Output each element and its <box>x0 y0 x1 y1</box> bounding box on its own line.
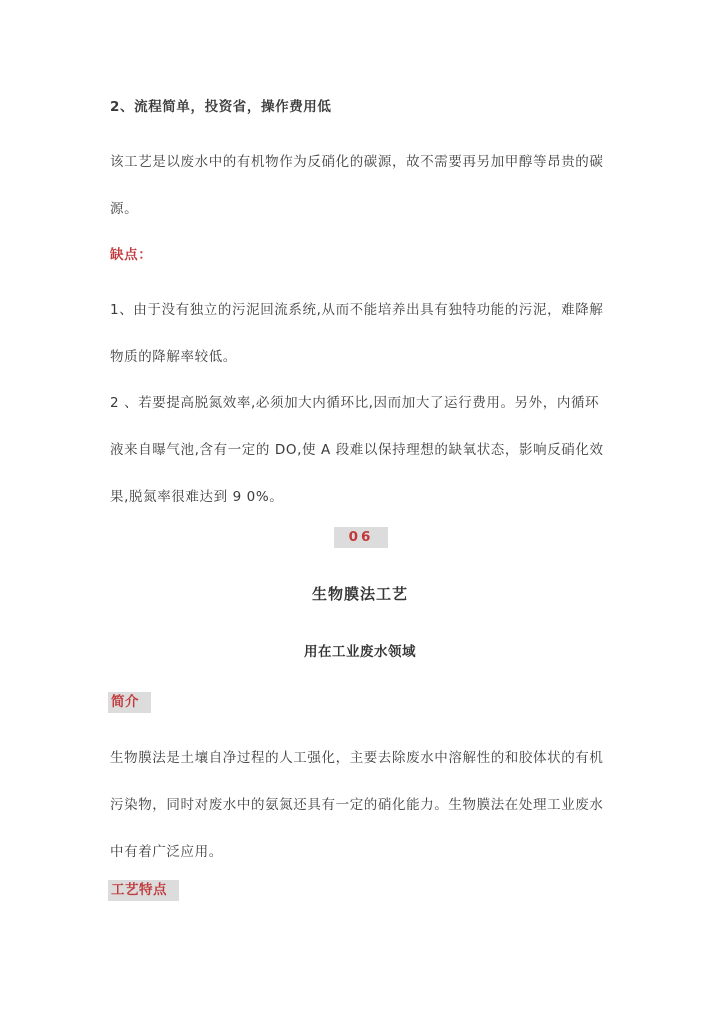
intro-tag: 简介 <box>108 692 151 713</box>
disadvantages-label: 缺点： <box>110 247 153 263</box>
advantage-2-heading: 2、流程简单，投资省，操作费用低 <box>110 99 332 115</box>
disadvantage-2: 2 、若要提高脱氮效率,必须加大内循环比,因而加大了运行费用。另外，内循环液来自曝气池,含有一定的 DO,使 A 段难以保持理想的缺氧状态，影响反硝化效果,脱氮率很难达到 9 0%。 <box>110 395 604 505</box>
intro-body: 生物膜法是土壤自净过程的人工强化，主要去除废水中溶解性的和胶体状的有机污染物，同时对废水中的氨氮还具有一定的硝化能力。生物膜法在处理工业废水中有着广泛应用。 <box>110 750 604 860</box>
section-number-badge: 06 <box>334 527 388 548</box>
disadvantage-1: 1、由于没有独立的污泥回流系统,从而不能培养出具有独特功能的污泥，难降解物质的降解率较低。 <box>110 302 604 365</box>
advantage-2-body: 该工艺是以废水中的有机物作为反硝化的碳源，故不需要再另加甲醇等昂贵的碳源。 <box>110 154 604 217</box>
section-title: 生物膜法工艺 <box>311 585 408 603</box>
features-tag: 工艺特点 <box>108 880 179 901</box>
section-subtitle: 用在工业废水领域 <box>304 644 416 660</box>
